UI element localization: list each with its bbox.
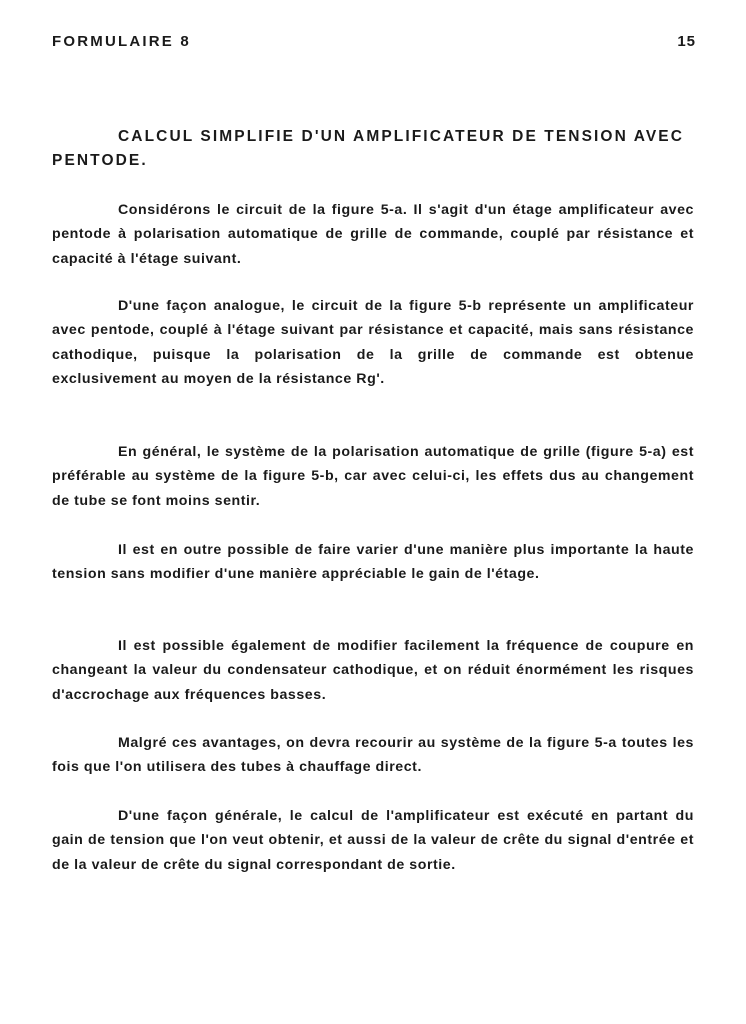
paragraph-cutoff-frequency: Il est possible également de modifier facilement la fréquence de coupure en changeant la valeur du condensateur cathodique, et on réduit énormément les risques d'accrochage aux fréquences basses. xyxy=(52,638,694,703)
page-number: 15 xyxy=(677,33,696,50)
paragraph-figure-5a: Considérons le circuit de la figure 5-a. Il s'agit d'un étage amplificateur avec pentode à polarisation automatique de grille de commande, couplé par résistance et capacité à l'étage suivant. xyxy=(52,202,694,267)
paragraph-calculation-method: D'une façon générale, le calcul de l'amplificateur est exécuté en partant du gain de tension que l'on veut obtenir, et aussi de la valeur de crête du signal d'entrée et de la valeur de crête du signal correspondant de sortie. xyxy=(52,808,694,873)
paragraph-direct-heating: Malgré ces avantages, on devra recourir au système de la figure 5-a toutes les fois que l'on utilisera des tubes à chauffage direct. xyxy=(52,735,694,776)
section-title: CALCUL SIMPLIFIE D'UN AMPLIFICATEUR DE TENSION AVEC PENTODE. xyxy=(52,128,685,169)
paragraph-figure-5b: D'une façon analogue, le circuit de la figure 5-b représente un amplificateur avec pentode, couplé à l'étage suivant par résistance et capacité, mais sans résistance cathodique, puisque la polarisation de la grille de commande est obtenue exclusivement au moyen de la résistance Rg'. xyxy=(52,298,694,387)
paragraph-general-comparison: En général, le système de la polarisation automatique de grille (figure 5-a) est préférable au système de la figure 5-b, car avec celui-ci, les effets dus au changement de tube se font moins sentir. xyxy=(52,444,694,509)
paragraph-high-voltage: Il est en outre possible de faire varier d'une manière plus importante la haute tension sans modifier d'une manière appréciable le gain de l'étage. xyxy=(52,542,694,583)
form-label: FORMULAIRE 8 xyxy=(52,33,191,50)
